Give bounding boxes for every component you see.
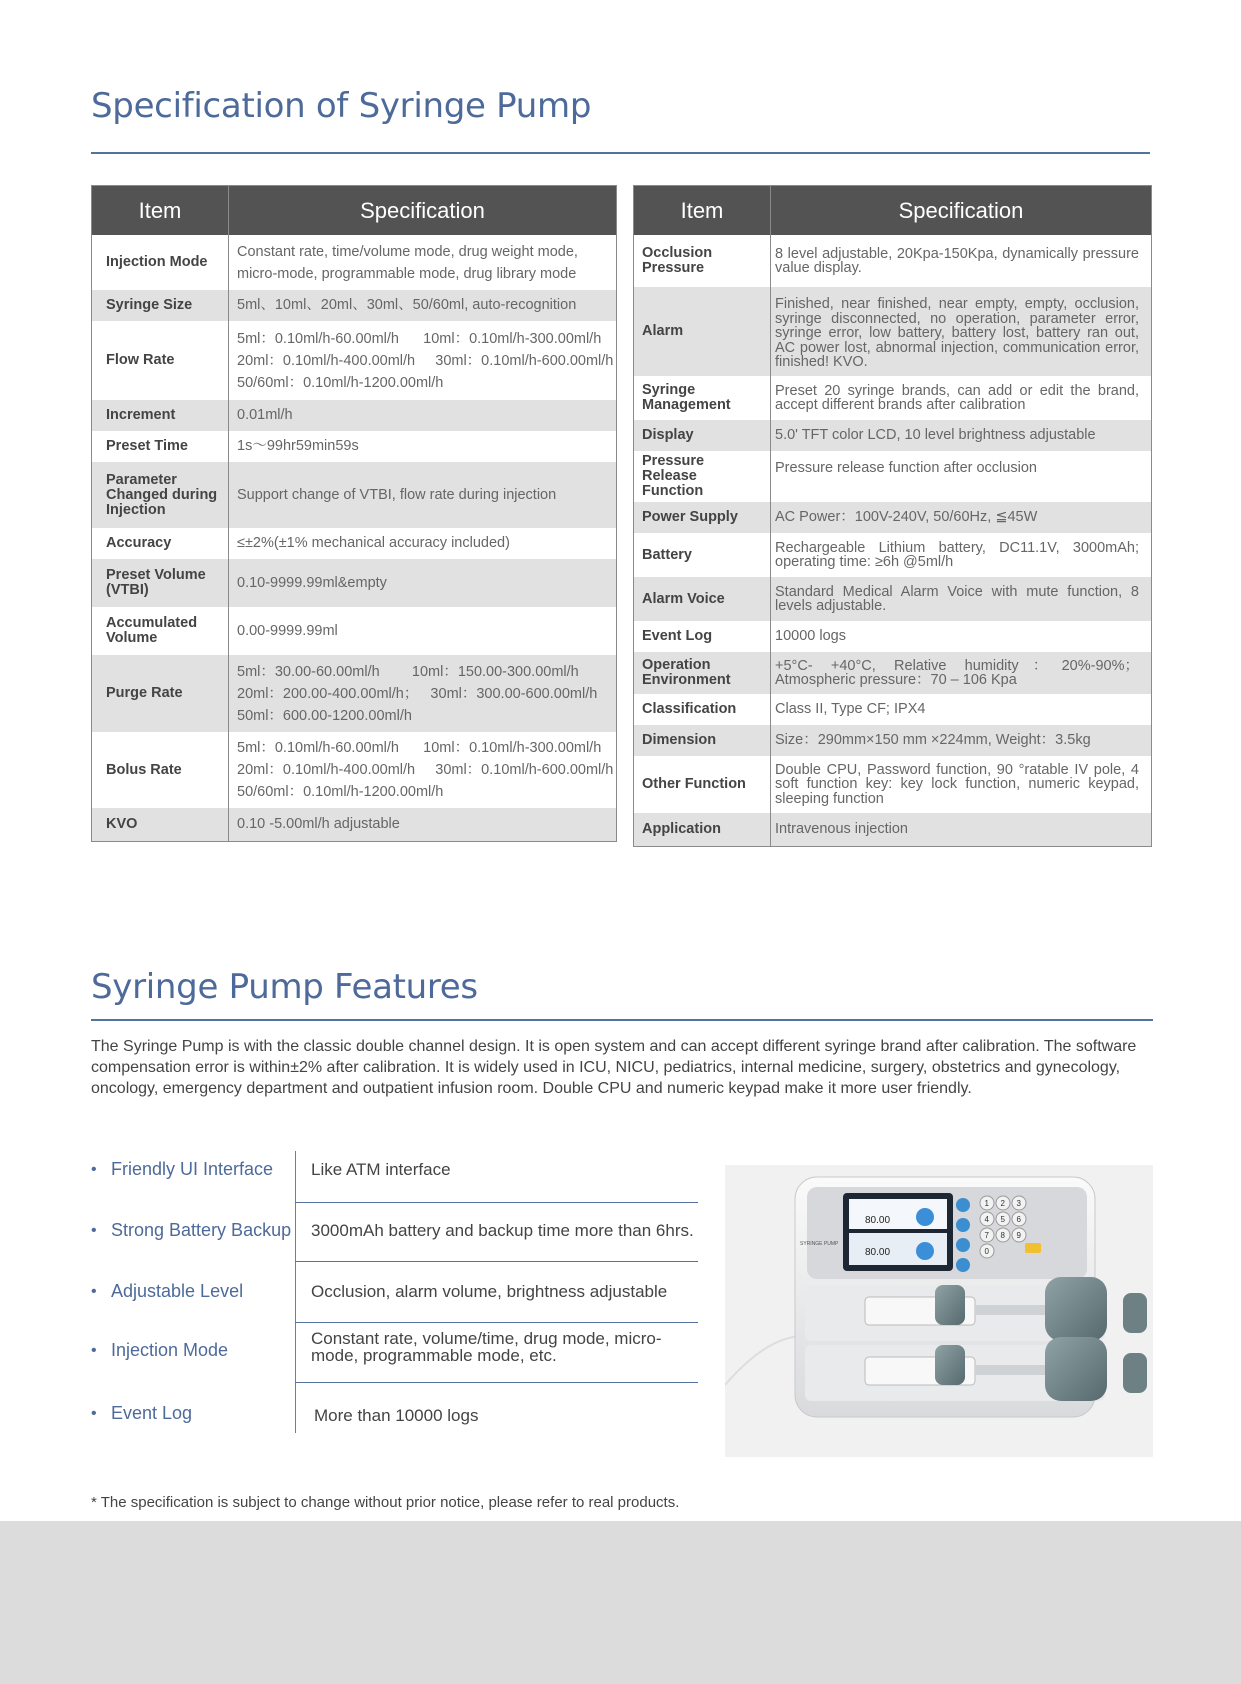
feature-desc: More than 10000 logs — [314, 1406, 479, 1425]
features-rule — [91, 1019, 1153, 1021]
spec-row — [92, 290, 617, 321]
feature-line — [295, 1382, 698, 1383]
device-brand: SYRINGE PUMP — [800, 1241, 839, 1247]
title-rule — [91, 152, 1150, 154]
item-label-line: Accuracy — [106, 535, 172, 551]
spec-row — [634, 621, 1152, 652]
item-label-line: Other Function — [642, 776, 746, 792]
spec-item-label — [634, 287, 771, 376]
item-label-line: Event Log — [642, 628, 713, 644]
feature-desc: Occlusion, alarm volume, brightness adjustable — [311, 1282, 668, 1301]
disclaimer-note: * The specification is subject to change without prior notice, please refer to real products. — [91, 1494, 680, 1511]
item-label-line: Pressure Release — [642, 453, 705, 484]
spec-value — [229, 808, 617, 841]
spec-value — [229, 732, 617, 808]
spec-row — [92, 528, 617, 559]
bullet-icon: • — [91, 1342, 97, 1359]
bullet-icon: • — [91, 1283, 97, 1300]
bullet-icon: • — [91, 1222, 97, 1239]
keypad-digit: 5 — [1000, 1215, 1005, 1224]
spec-value-line: Size：290mm×150 mm ×224mm, Weight：3.5kg — [775, 732, 1091, 749]
header-item: Item — [92, 186, 229, 236]
spec-row — [634, 577, 1152, 621]
header-specification: Specification — [771, 186, 1152, 236]
spec-row — [92, 431, 617, 462]
feature-line — [295, 1202, 698, 1203]
spec-row — [634, 451, 1152, 502]
spec-row — [92, 559, 617, 607]
spec-item-label — [92, 559, 229, 607]
item-label-line: Management — [642, 397, 731, 413]
spec-value — [229, 607, 617, 655]
item-label-line: Environment — [642, 672, 731, 688]
spec-item-label — [92, 655, 229, 732]
spec-row — [92, 235, 617, 290]
spec-value — [229, 290, 617, 321]
spec-row — [634, 813, 1152, 846]
spec-value — [229, 559, 617, 607]
spec-value — [771, 235, 1152, 287]
item-label-line: Preset Volume — [106, 567, 206, 583]
feature-desc: Like ATM interface — [311, 1160, 451, 1179]
keypad-digit: 9 — [1016, 1231, 1021, 1240]
spec-value — [771, 451, 1152, 502]
item-label-line: Changed during — [106, 486, 218, 503]
feature-line — [295, 1261, 698, 1262]
features-title: Syringe Pump Features — [91, 967, 478, 1007]
spec-row — [92, 462, 617, 528]
header-item: Item — [634, 186, 771, 236]
spec-row — [634, 533, 1152, 577]
spec-value — [771, 756, 1152, 813]
item-label-line: Function — [642, 483, 704, 499]
item-label-line: Power Supply — [642, 509, 738, 525]
item-label-line: Dimension — [642, 732, 717, 748]
spec-item-label — [634, 235, 771, 287]
item-label-line: Application — [642, 820, 721, 837]
syringe-pump-illustration — [725, 1165, 1153, 1457]
spec-row — [634, 235, 1152, 287]
spec-value — [771, 652, 1152, 694]
item-label-line: Classification — [642, 701, 737, 717]
spec-item-label — [92, 607, 229, 655]
feature-desc: 3000mAh battery and backup time more than 6hrs. — [311, 1221, 694, 1240]
spec-value-line: 5ml：0.10ml/h-60.00ml/h 10ml：0.10ml/h-300.00ml/h — [237, 740, 602, 756]
spec-value-line: 50/60ml：0.10ml/h-1200.00ml/h — [237, 784, 444, 800]
spec-row — [634, 756, 1152, 813]
spec-value-line: Double CPU, Password function, 90 °ratable IV pole, 4 soft function key: key lock function, numeric keypad, sleeping function — [775, 761, 1139, 807]
spec-value — [771, 813, 1152, 846]
feature-name: Friendly UI Interface — [111, 1159, 274, 1179]
spec-value — [771, 577, 1152, 621]
spec-value-line: Class II, Type CF; IPX4 — [775, 701, 926, 718]
spec-value-line: 20ml：0.10ml/h-400.00ml/h 30ml：0.10ml/h-600.00ml/h — [237, 352, 614, 369]
spec-value — [229, 431, 617, 462]
spec-value — [229, 462, 617, 528]
spec-value-line: 20ml：200.00-400.00ml/h； 30ml：300.00-600.00ml/h — [237, 685, 598, 702]
spec-value-line: 0.01ml/h — [237, 407, 293, 423]
spec-row — [92, 655, 617, 732]
spec-value-line: Support change of VTBI, flow rate during injection — [237, 486, 557, 503]
item-label-line: Alarm Voice — [642, 590, 725, 607]
feature-row — [91, 1328, 698, 1388]
spec-item-label — [634, 420, 771, 451]
spec-table-left — [91, 185, 617, 842]
spec-value — [771, 420, 1152, 451]
item-label-line: Display — [642, 427, 694, 443]
spec-item-label — [92, 528, 229, 559]
item-label-line: Syringe Size — [106, 297, 193, 313]
keypad-digit: 7 — [984, 1231, 989, 1240]
spec-value — [229, 235, 617, 290]
spec-value-line: 5ml：30.00-60.00ml/h 10ml：150.00-300.00ml/h — [237, 663, 579, 680]
spec-value — [229, 528, 617, 559]
spec-value-line: Rechargeable Lithium battery, DC11.1V, 3000mAh; operating time: ≥6h @5ml/h — [775, 539, 1139, 570]
item-label-line: (VTBI) — [106, 582, 149, 598]
spec-item-label — [634, 451, 771, 502]
spec-value-line: Finished, near finished, near empty, empty, occlusion, syringe disconnected, no operation, parameter error, syringe error, low battery, battery lost, battery ran out, AC power lost, abnormal injection, communication error, finished! KVO. — [775, 296, 1139, 370]
features-intro: The Syringe Pump is with the classic double channel design. It is open system and can accept different syringe brand after calibration. The software compensation error is within±2% after calibration. It is widely used in ICU, NICU, pediatrics, internal medicine, surgery, obstetrics and gynecology, oncology, emergency department and outpatient infusion room. Double CPU and numeric keypad make it more user friendly. — [91, 1038, 1137, 1097]
spec-item-label — [634, 621, 771, 652]
spec-item-label — [92, 732, 229, 808]
item-label-line: Flow Rate — [106, 352, 175, 368]
spec-value — [229, 321, 617, 400]
feature-name: Injection Mode — [111, 1340, 229, 1360]
spec-value-line: 0.00-9999.99ml — [237, 622, 338, 639]
spec-item-label — [92, 431, 229, 462]
spec-value-line: Standard Medical Alarm Voice with mute function, 8 levels adjustable. — [775, 583, 1139, 614]
feature-row — [91, 1397, 698, 1457]
spec-value — [771, 502, 1152, 533]
spec-row — [92, 400, 617, 431]
spec-row — [92, 732, 617, 808]
spec-value-line: Constant rate, time/volume mode, drug weight mode, — [237, 243, 578, 260]
syringe-pump-photo — [725, 1165, 1153, 1457]
feature-desc: Constant rate, volume/time, drug mode, micro-mode, programmable mode, etc. — [311, 1329, 662, 1365]
spec-item-label — [92, 290, 229, 321]
spec-item-label — [634, 652, 771, 694]
spec-value-line: 50ml：600.00-1200.00ml/h — [237, 707, 412, 724]
spec-value — [771, 621, 1152, 652]
spec-value — [771, 376, 1152, 420]
spec-title: Specification of Syringe Pump — [91, 86, 592, 126]
item-label-line: Pressure — [642, 260, 705, 276]
item-label-line: Injection — [106, 501, 166, 518]
spec-row — [92, 808, 617, 841]
feature-line — [295, 1322, 698, 1323]
spec-value-line: 50/60ml：0.10ml/h-1200.00ml/h — [237, 374, 444, 391]
keypad-digit: 2 — [1000, 1199, 1005, 1208]
spec-item-label — [92, 808, 229, 841]
spec-row — [634, 694, 1152, 725]
spec-value-line: 5.0' TFT color LCD, 10 level brightness adjustable — [775, 427, 1096, 444]
spec-item-label — [634, 533, 771, 577]
spec-value-line: 10000 logs — [775, 628, 846, 645]
spec-item-label — [92, 321, 229, 400]
feature-name: Adjustable Level — [111, 1281, 244, 1301]
spec-row — [92, 607, 617, 655]
screen-value-2: 80.00 — [865, 1247, 891, 1258]
item-label-line: Purge Rate — [106, 685, 183, 701]
spec-value-line: 1s～99hr59min59s — [237, 438, 359, 454]
item-label-line: Occlusion — [642, 245, 713, 261]
item-label-line: Alarm — [642, 323, 684, 339]
spec-value-line: Preset 20 syringe brands, can add or edit the brand, accept different brands after calibration — [775, 382, 1139, 413]
spec-row — [634, 652, 1152, 694]
spec-item-label — [634, 376, 771, 420]
feature-row — [91, 1275, 698, 1335]
screen-value-1: 80.00 — [865, 1215, 891, 1226]
spec-value-line: 0.10-9999.99ml&empty — [237, 574, 387, 591]
keypad-digit: 4 — [984, 1215, 989, 1224]
feature-name: Strong Battery Backup — [111, 1220, 292, 1240]
item-label-line: Increment — [106, 407, 176, 423]
spec-value-line: 0.10 -5.00ml/h adjustable — [237, 815, 400, 832]
spec-value-line: +5°C- +40°C, Relative humidity：20%-90%；Atmospheric pressure：70 – 106 Kpa — [775, 657, 1139, 688]
item-label-line: Syringe — [642, 382, 696, 398]
spec-row — [634, 725, 1152, 756]
bullet-icon: • — [91, 1161, 97, 1178]
keypad-digit: 3 — [1016, 1199, 1021, 1208]
keypad-digit: 6 — [1016, 1215, 1021, 1224]
spec-item-label — [634, 756, 771, 813]
footer-band — [0, 1521, 1241, 1684]
spec-value-line: 5ml：0.10ml/h-60.00ml/h 10ml：0.10ml/h-300.00ml/h — [237, 330, 602, 347]
bullet-icon: • — [91, 1405, 97, 1422]
spec-value — [229, 655, 617, 732]
spec-row — [92, 321, 617, 400]
item-label-line: Bolus Rate — [106, 761, 182, 778]
feature-name: Event Log — [111, 1403, 193, 1423]
item-label-line: Parameter — [106, 471, 177, 488]
spec-item-label — [634, 502, 771, 533]
spec-value — [771, 533, 1152, 577]
spec-row — [634, 376, 1152, 420]
spec-item-label — [92, 400, 229, 431]
item-label-line: Accumulated — [106, 615, 198, 631]
spec-value — [229, 400, 617, 431]
item-label-line: KVO — [106, 815, 138, 832]
keypad-digit: 1 — [984, 1199, 989, 1208]
spec-table-right — [633, 185, 1152, 847]
keypad-digit: 0 — [984, 1247, 989, 1256]
item-label-line: Injection Mode — [106, 254, 208, 270]
item-label-line: Preset Time — [106, 438, 188, 454]
spec-value-line: 8 level adjustable, 20Kpa-150Kpa, dynamically pressure value display. — [775, 245, 1139, 276]
spec-item-label — [634, 813, 771, 846]
spec-value — [771, 287, 1152, 376]
spec-item-label — [92, 235, 229, 290]
keypad-digit: 8 — [1000, 1231, 1005, 1240]
spec-value-line: Pressure release function after occlusion — [775, 460, 1037, 476]
spec-item-label — [634, 725, 771, 756]
spec-row — [634, 502, 1152, 533]
spec-item-label — [634, 577, 771, 621]
spec-value-line: 20ml：0.10ml/h-400.00ml/h 30ml：0.10ml/h-600.00ml/h — [237, 762, 614, 778]
spec-row — [634, 287, 1152, 376]
spec-value-line: micro-mode, programmable mode, drug library mode — [237, 265, 577, 282]
feature-row — [91, 1214, 698, 1274]
item-label-line: Volume — [106, 630, 158, 646]
spec-value — [771, 694, 1152, 725]
feature-row — [91, 1153, 698, 1213]
spec-item-label — [92, 462, 229, 528]
item-label-line: Operation — [642, 657, 711, 673]
spec-value — [771, 725, 1152, 756]
spec-item-label — [634, 694, 771, 725]
header-specification: Specification — [229, 186, 617, 236]
spec-value-line: AC Power：100V-240V, 50/60Hz, ≦45W — [775, 509, 1038, 526]
item-label-line: Battery — [642, 546, 692, 563]
spec-row — [634, 420, 1152, 451]
spec-value-line: 5ml、10ml、20ml、30ml、50/60ml, auto-recognition — [237, 297, 577, 313]
spec-value-line: Intravenous injection — [775, 821, 908, 837]
spec-value-line: ≤±2%(±1% mechanical accuracy included) — [237, 535, 510, 551]
